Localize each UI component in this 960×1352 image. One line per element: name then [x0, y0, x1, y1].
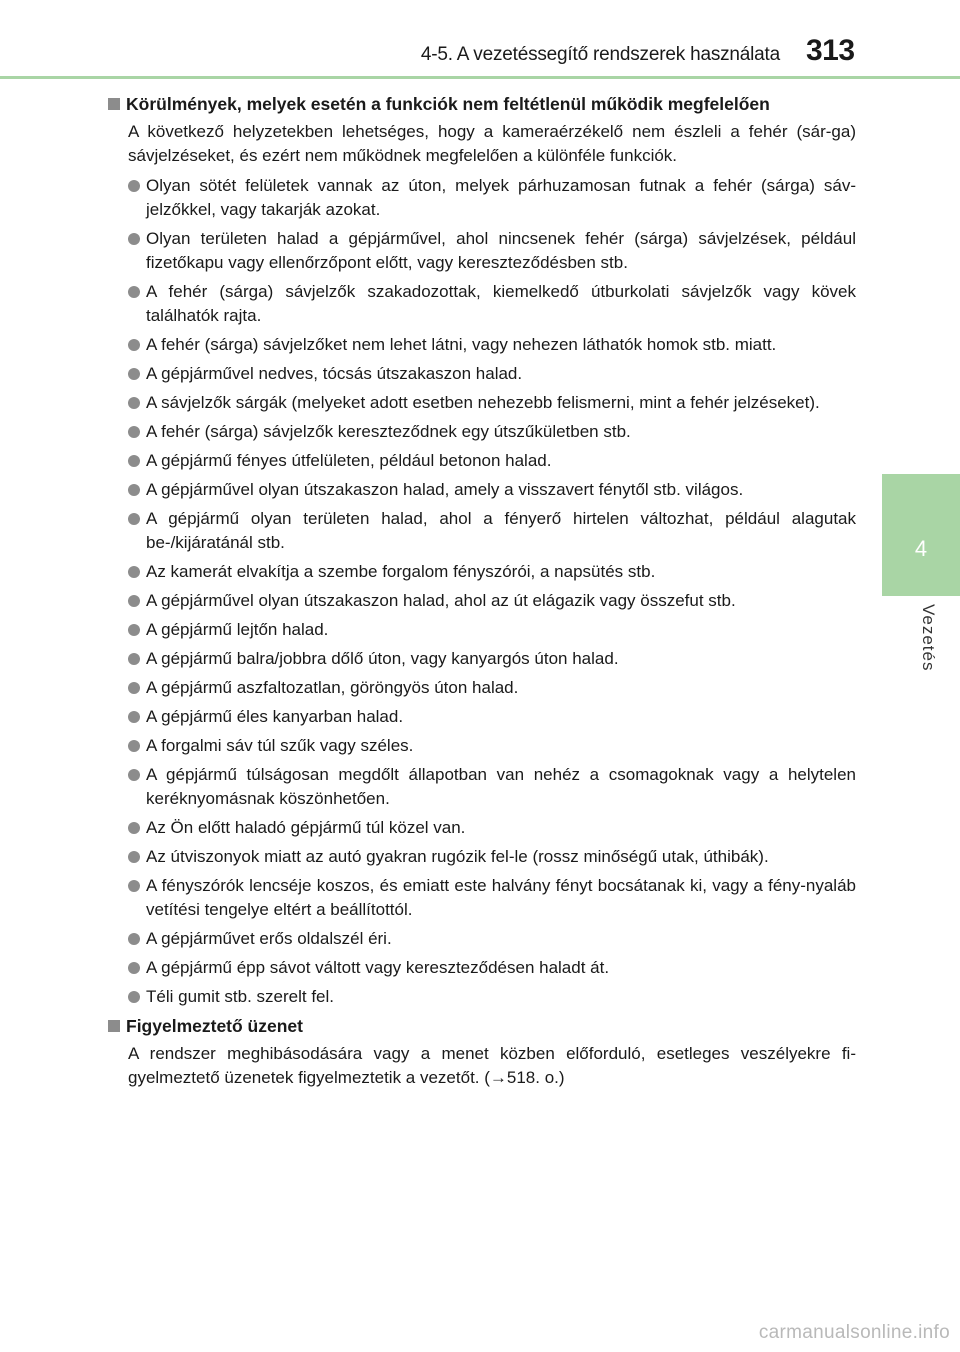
- section-heading-text: Körülmények, melyek esetén a funkciók nem feltétlenül működik megfelelően: [126, 94, 770, 114]
- list-item-text: A gépjármű olyan területen halad, ahol a fényerő hirtelen változhat, például alagutak be-/kijáratánál stb.: [146, 509, 856, 552]
- section-warning-message: [108, 1014, 856, 1090]
- list-item-text: A fehér (sárga) sávjelzők szakadozottak, kiemelkedő útburkolati sávjelzők vagy kövek találhatók rajta.: [146, 282, 856, 325]
- list-item: [128, 927, 856, 951]
- list-item-text: A gépjárművel nedves, tócsás útszakaszon halad.: [146, 364, 523, 383]
- list-item: [128, 705, 856, 729]
- list-item-text: A gépjármű épp sávot váltott vagy kereszteződésen haladt át.: [146, 958, 610, 977]
- round-bullet-icon: [128, 682, 140, 694]
- section-heading: [108, 92, 856, 116]
- round-bullet-icon: [128, 653, 140, 665]
- list-item-text: A gépjárművel olyan útszakaszon halad, amely a visszavert fénytől stb. világos.: [146, 480, 744, 499]
- list-item: [128, 618, 856, 642]
- list-item: [128, 227, 856, 275]
- list-item: [128, 734, 856, 758]
- round-bullet-icon: [128, 513, 140, 525]
- list-item-text: A gépjármű túlságosan megdőlt állapotban van nehéz a csomagoknak vagy a helytelen keréknyomásnak köszönhetően.: [146, 765, 856, 808]
- list-item-text: Olyan sötét felületek vannak az úton, melyek párhuzamosan futnak a fehér (sárga) sáv-jelzőkkel, vagy takarják azokat.: [146, 176, 856, 219]
- list-item: [128, 589, 856, 613]
- round-bullet-icon: [128, 180, 140, 192]
- list-item: [128, 647, 856, 671]
- round-bullet-icon: [128, 397, 140, 409]
- section-intro: A következő helyzetekben lehetséges, hogy a kameraérzékelő nem észleli a fehér (sár-ga) sávjelzéseket, és ezért nem működnek megfelelően a különféle funkciók.: [128, 122, 856, 165]
- section-heading: [108, 1014, 856, 1038]
- list-item-text: A forgalmi sáv túl szűk vagy széles.: [146, 736, 414, 755]
- list-item-text: A gépjármű fényes útfelületen, például betonon halad.: [146, 451, 552, 470]
- list-item: [128, 676, 856, 700]
- list-item-text: Téli gumit stb. szerelt fel.: [146, 987, 335, 1006]
- round-bullet-icon: [128, 822, 140, 834]
- list-item-text: A gépjármű balra/jobbra dőlő úton, vagy kanyargós úton halad.: [146, 649, 619, 668]
- list-item-text: A gépjármű éles kanyarban halad.: [146, 707, 404, 726]
- round-bullet-icon: [128, 233, 140, 245]
- list-item: [128, 420, 856, 444]
- list-item-text: A gépjárművel olyan útszakaszon halad, ahol az út elágazik vagy összefut stb.: [146, 591, 736, 610]
- list-item-text: A fehér (sárga) sávjelzőket nem lehet látni, vagy nehezen láthatók homok stb. miatt.: [146, 335, 777, 354]
- section-heading-text: Figyelmeztető üzenet: [126, 1016, 303, 1036]
- round-bullet-icon: [128, 991, 140, 1003]
- list-item: [128, 333, 856, 357]
- square-bullet-icon: [108, 98, 120, 110]
- round-bullet-icon: [128, 595, 140, 607]
- watermark: carmanualsonline.info: [758, 1322, 950, 1343]
- round-bullet-icon: [128, 851, 140, 863]
- round-bullet-icon: [128, 426, 140, 438]
- section-conditions: [108, 92, 856, 1009]
- round-bullet-icon: [128, 880, 140, 892]
- list-item: [128, 874, 856, 922]
- chapter-label: Vezetés: [919, 604, 938, 672]
- list-item-text: Az kamerát elvakítja a szembe forgalom fényszórói, a napsütés stb.: [146, 562, 656, 581]
- round-bullet-icon: [128, 484, 140, 496]
- list-item-text: A fehér (sárga) sávjelzők kereszteződnek egy útszűkületben stb.: [146, 422, 631, 441]
- list-item: [128, 280, 856, 328]
- main-content: [108, 92, 856, 1096]
- round-bullet-icon: [128, 455, 140, 467]
- chapter-tab: [882, 474, 960, 596]
- round-bullet-icon: [128, 339, 140, 351]
- round-bullet-icon: [128, 566, 140, 578]
- round-bullet-icon: [128, 962, 140, 974]
- header-divider: [0, 76, 960, 79]
- round-bullet-icon: [128, 286, 140, 298]
- section-intro: A rendszer meghibásodására vagy a menet közben előforduló, esetleges veszélyekre fi-gyelmeztető üzenetek figyelmeztetik a vezetőt. (→518. o.): [128, 1044, 856, 1087]
- round-bullet-icon: [128, 740, 140, 752]
- list-item-text: Az útviszonyok miatt az autó gyakran rugózik fel-le (rossz minőségű utak, úthibák).: [146, 847, 769, 866]
- round-bullet-icon: [128, 933, 140, 945]
- list-item: [128, 816, 856, 840]
- list-item-text: A gépjármű aszfaltozatlan, göröngyös úton halad.: [146, 678, 519, 697]
- list-item-text: A sávjelzők sárgák (melyeket adott esetben nehezebb felismerni, mint a fehér jelzéseket).: [146, 393, 820, 412]
- round-bullet-icon: [128, 711, 140, 723]
- list-item-text: A gépjárművet erős oldalszél éri.: [146, 929, 392, 948]
- list-item: [128, 391, 856, 415]
- list-item: [128, 956, 856, 980]
- condition-list: [128, 174, 856, 1009]
- round-bullet-icon: [128, 769, 140, 781]
- square-bullet-icon: [108, 1020, 120, 1032]
- list-item: [128, 985, 856, 1009]
- list-item: [128, 449, 856, 473]
- list-item-text: A fényszórók lencséje koszos, és emiatt este halvány fényt bocsátanak ki, vagy a fény-nyaláb vetítési tengelye eltért a beállítottól.: [146, 876, 856, 919]
- list-item: [128, 763, 856, 811]
- section-title: 4-5. A vezetéssegítő rendszerek használata: [420, 44, 780, 65]
- list-item: [128, 507, 856, 555]
- page-number: 313: [806, 34, 855, 67]
- round-bullet-icon: [128, 368, 140, 380]
- list-item-text: Az Ön előtt haladó gépjármű túl közel van.: [146, 818, 466, 837]
- round-bullet-icon: [128, 624, 140, 636]
- list-item-text: Olyan területen halad a gépjárművel, ahol nincsenek fehér (sárga) sávjelzések, például fizetőkapu vagy ellenőrzőpont előtt, vagy kereszteződésben stb.: [146, 229, 856, 272]
- list-item-text: A gépjármű lejtőn halad.: [146, 620, 329, 639]
- list-item: [128, 174, 856, 222]
- list-item: [128, 362, 856, 386]
- list-item: [128, 478, 856, 502]
- list-item: [128, 845, 856, 869]
- chapter-number: 4: [914, 536, 928, 561]
- list-item: [128, 560, 856, 584]
